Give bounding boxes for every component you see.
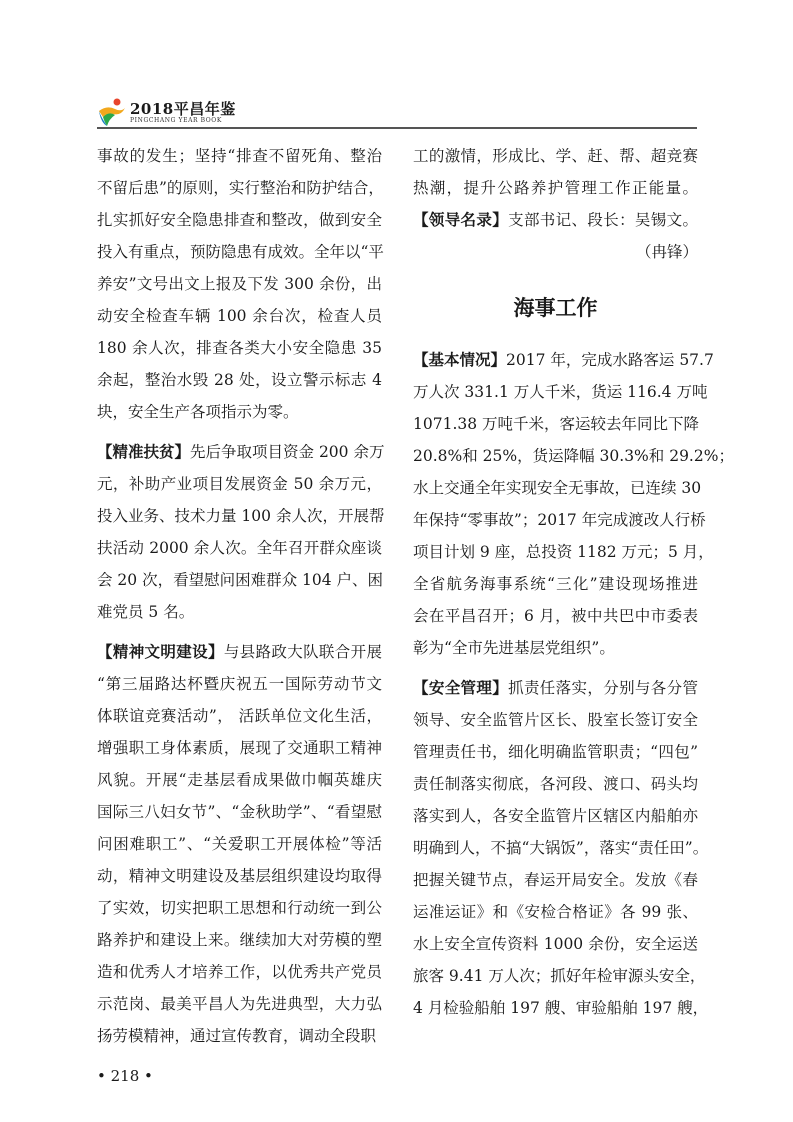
line-text: 路养护和建设上来。继续加大对劳模的塑 <box>97 931 382 949</box>
line-text: 块，安全生产各项指示为零。 <box>97 403 299 421</box>
text-line <box>413 960 706 992</box>
line-text: 造和优秀人才培养工作，以优秀共产党员 <box>97 963 382 981</box>
text-line <box>413 472 702 504</box>
text-line <box>413 832 709 864</box>
paragraph <box>97 436 385 628</box>
line-text: 抓责任落实，分别与各分管 <box>508 679 698 697</box>
line-text: 风貌。开展“走基层看成果做巾帼英雄庆 <box>97 771 382 789</box>
line-text: 热潮，提升公路养护管理工作正能量。 <box>413 179 698 197</box>
line-text: 扶活动 2000 余人次。全年召开群众座谈 <box>97 539 382 557</box>
line-text: 了实效，切实把职工思想和行动统一到公 <box>97 899 382 917</box>
text-line <box>413 376 708 408</box>
text-line <box>97 204 382 236</box>
line-text: 国际三八妇女节”、“金秋助学”、“看望慰 <box>97 803 382 821</box>
line-text: 年保持“零事故”；2017 年完成渡改人行桥 <box>413 511 706 529</box>
paragraph <box>413 672 709 1024</box>
line-text: 水上交通全年实现安全无事故，已连续 30 <box>413 479 702 497</box>
section-label: 【领导名录】 <box>413 211 509 229</box>
right-column <box>413 140 734 1032</box>
text-line <box>97 172 382 204</box>
line-text: 1071.38 万吨千米，客运较去年同比下降 <box>413 415 700 433</box>
text-line <box>413 504 706 536</box>
line-text: 20.8%和 25%，货运降幅 30.3%和 29.2%； <box>413 447 734 465</box>
section-label: 【安全管理】 <box>413 679 509 697</box>
line-text: 示范岗、最美平昌人为先进典型，大力弘 <box>97 995 382 1013</box>
section-label: 【基本情况】 <box>413 351 507 369</box>
line-text: 会在平昌召开；6 月，被中共巴中市委表 <box>413 607 698 625</box>
text-line <box>97 1020 382 1052</box>
text-line <box>413 204 698 236</box>
line-text: 责任制落实彻底，各河段、渡口、码头均 <box>413 775 698 793</box>
text-line <box>413 768 698 800</box>
text-line <box>97 956 382 988</box>
text-line <box>97 436 385 468</box>
text-line <box>97 396 382 428</box>
text-line <box>97 140 382 172</box>
line-text: 彰为“全市先进基层党组织”。 <box>413 639 615 657</box>
paragraph <box>413 344 734 664</box>
line-text: 增强职工身体素质，展现了交通职工精神 <box>97 739 382 757</box>
section-label: 【精准扶贫】 <box>97 443 191 461</box>
text-line <box>413 172 698 204</box>
paragraph <box>97 140 382 428</box>
text-line <box>413 736 698 768</box>
line-text: 180 余人次，排查各类大小安全隐患 35 <box>97 339 382 357</box>
text-line <box>413 536 714 568</box>
text-line <box>97 268 382 300</box>
line-text: 余起，整治水毁 28 处，设立警示标志 4 <box>97 371 382 389</box>
text-line <box>413 408 698 440</box>
section-label: 【精神文明建设】 <box>97 643 224 661</box>
yearbook-title: 2018平昌年鉴 <box>130 100 236 118</box>
line-text: 会 20 次，看望慰问困难群众 104 户、困 <box>97 571 384 589</box>
page-number: • 218 • <box>97 1067 153 1085</box>
text-line <box>97 764 382 796</box>
text-line <box>97 860 382 892</box>
text-line <box>413 140 698 172</box>
text-line <box>97 924 382 956</box>
line-text: 动安全检查车辆 100 余台次，检查人员 <box>97 307 382 325</box>
text-line <box>413 440 734 472</box>
line-text: 水上安全宣传资料 1000 余份，安全运送 <box>413 935 698 953</box>
line-text: 扎实抓好安全隐患排查和整改，做到安全 <box>97 211 382 229</box>
line-text: 落实到人，各安全监管片区辖区内船舶亦 <box>413 807 698 825</box>
line-text: 全省航务海事系统“三化”建设现场推进 <box>413 575 698 593</box>
line-text: 体联谊竞赛活动”， 活跃单位文化生活， <box>97 707 382 725</box>
text-line <box>97 636 382 668</box>
line-text: 与县路政大队联合开展 <box>223 643 382 661</box>
header-rule <box>97 127 697 129</box>
text-line <box>97 892 382 924</box>
text-line <box>413 568 698 600</box>
line-text: 事故的发生；坚持“排查不留死角、整治 <box>97 147 382 165</box>
text-line <box>97 596 382 628</box>
text-line <box>413 704 698 736</box>
text-line <box>97 828 382 860</box>
section-heading: 海事工作 <box>513 296 598 320</box>
line-text: 2017 年，完成水路客运 57.7 <box>506 351 714 369</box>
text-line <box>413 600 698 632</box>
line-text: 明确到人，不搞“大锅饭”，落实“责任田”。 <box>413 839 709 857</box>
text-line <box>97 668 382 700</box>
line-text: 万人次 331.1 万人千米，货运 116.4 万吨 <box>413 383 708 401</box>
line-text: 工的激情，形成比、学、赶、帮、超竞赛 <box>413 147 698 165</box>
line-text: 养安”文号出文上报及下发 300 余份，出 <box>97 275 382 293</box>
line-text: 领导、安全监管片区长、股室长签订安全 <box>413 711 698 729</box>
line-text: 把握关键节点，春运开局安全。发放《春 <box>413 871 698 889</box>
text-line <box>97 732 382 764</box>
text-line <box>97 700 382 732</box>
yearbook-subtitle: PINGCHANG YEAR BOOK <box>130 117 222 124</box>
text-line <box>413 800 698 832</box>
line-text: 动，精神文明建设及基层组织建设均取得 <box>97 867 382 885</box>
text-line <box>97 500 385 532</box>
left-column <box>97 140 385 1060</box>
text-line <box>413 236 698 268</box>
line-text: 不留后患”的原则，实行整治和防护结合， <box>97 179 384 197</box>
text-line <box>97 364 382 396</box>
line-text: 支部书记、段长：吴锡文。 <box>508 211 698 229</box>
line-text: 4 月检验船舶 197 艘、审验船舶 197 艘， <box>413 999 709 1017</box>
text-line <box>413 632 698 664</box>
text-line <box>97 564 382 596</box>
line-text: 投入业务、技术力量 100 余人次，开展帮 <box>97 507 385 525</box>
line-text: 元，补助产业项目发展资金 50 余万元， <box>97 475 382 493</box>
text-line <box>413 864 698 896</box>
line-text: “第三届路达杯暨庆祝五一国际劳动节文 <box>97 675 382 693</box>
text-line <box>97 532 382 564</box>
text-line <box>97 468 382 500</box>
line-text: 项目计划 9 座，总投资 1182 万元；5 月， <box>413 543 714 561</box>
line-text: 投入有重点，预防隐患有成效。全年以“平 <box>97 243 384 261</box>
paragraph <box>97 636 382 1052</box>
line-text: 扬劳模精神，通过宣传教育，调动全段职 <box>97 1027 377 1045</box>
text-line <box>97 236 382 268</box>
line-text: 管理责任书，细化明确监管职责；“四包” <box>413 743 698 761</box>
line-text: 运准运证》和《安检合格证》各 99 张、 <box>413 903 698 921</box>
text-line <box>413 672 698 704</box>
text-line <box>413 896 698 928</box>
line-text: （冉锋） <box>635 243 698 261</box>
line-text: 先后争取项目资金 200 余万 <box>190 443 385 461</box>
text-line <box>413 992 709 1024</box>
text-line <box>413 344 714 376</box>
yearbook-logo-icon <box>97 97 127 127</box>
line-text: 问困难职工”、“关爱职工开展体检”等活 <box>97 835 382 853</box>
text-line <box>413 928 698 960</box>
line-text: 难党员 5 名。 <box>97 603 195 621</box>
text-line <box>97 988 382 1020</box>
text-line <box>97 332 382 364</box>
line-text: 旅客 9.41 万人次；抓好年检审源头安全， <box>413 967 706 985</box>
text-line <box>97 796 382 828</box>
text-line <box>97 300 382 332</box>
paragraph <box>413 140 698 268</box>
